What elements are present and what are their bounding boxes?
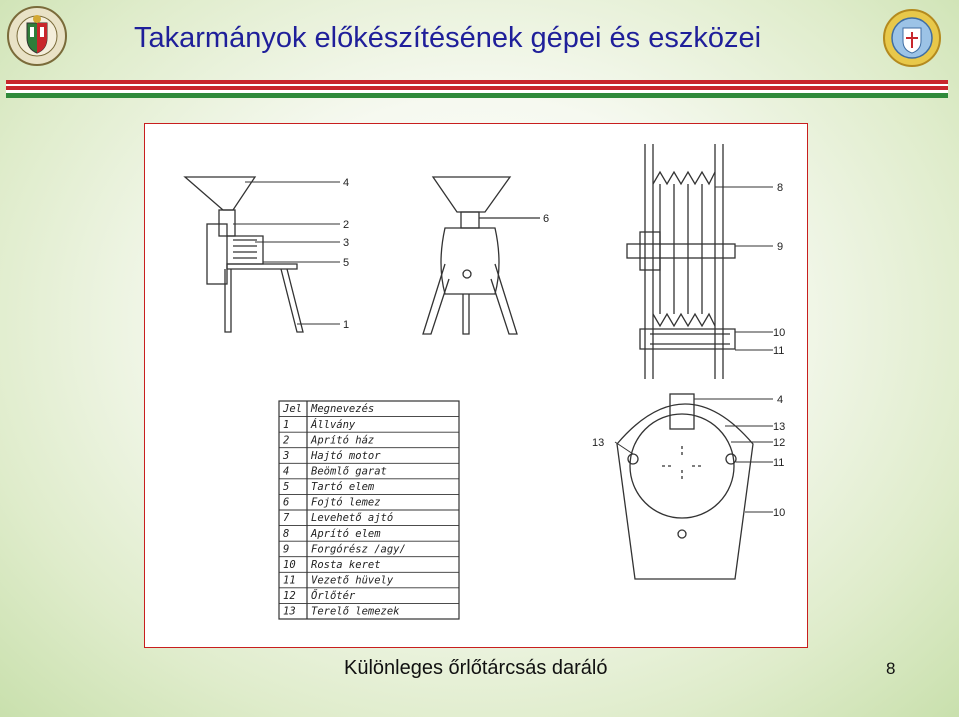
legend-row-code: 6 bbox=[283, 496, 290, 509]
legend-row-name: Állvány bbox=[311, 418, 356, 431]
legend-row-code: 2 bbox=[283, 434, 290, 447]
university-crest-logo bbox=[6, 5, 68, 67]
legend-row-name: Aprító elem bbox=[311, 527, 381, 540]
callout-label: 13 bbox=[773, 421, 786, 433]
callout-label: 4 bbox=[777, 394, 784, 406]
callout-label: 13 bbox=[592, 437, 605, 449]
legend-row-code: 7 bbox=[283, 512, 290, 525]
legend-header-name: Megnevezés bbox=[311, 403, 375, 416]
legend-row-name: Tartó elem bbox=[311, 481, 375, 494]
legend-row-name: Őrlőtér bbox=[311, 590, 356, 603]
faculty-seal-logo bbox=[882, 8, 942, 68]
legend-table bbox=[279, 401, 459, 619]
slide-caption: Különleges őrlőtárcsás daráló bbox=[344, 657, 608, 679]
callout-label: 8 bbox=[777, 182, 784, 194]
legend-row-name: Terelő lemezek bbox=[311, 605, 400, 618]
legend-row-code: 1 bbox=[283, 418, 290, 431]
legend-row-code: 9 bbox=[283, 543, 290, 556]
legend-row-name: Forgórész /agy/ bbox=[311, 543, 406, 556]
callout-label: 10 bbox=[773, 327, 786, 339]
callout-label: 1 bbox=[343, 319, 350, 331]
legend-row-name: Hajtó motor bbox=[311, 449, 381, 462]
legend-row-name: Rosta keret bbox=[311, 558, 381, 571]
callout-label: 12 bbox=[773, 437, 786, 449]
callout-label: 3 bbox=[343, 237, 350, 249]
header-stripes bbox=[6, 80, 948, 98]
callout-label: 2 bbox=[343, 219, 350, 231]
legend-row-code: 3 bbox=[283, 449, 290, 462]
legend-row-name: Aprító ház bbox=[311, 434, 375, 447]
legend-row-code: 13 bbox=[283, 605, 296, 618]
legend-row-name: Fojtó lemez bbox=[311, 496, 381, 509]
figure-frame bbox=[144, 123, 808, 648]
callout-label: 10 bbox=[773, 507, 786, 519]
legend-row-name: Levehető ajtó bbox=[311, 512, 394, 525]
callout-label: 11 bbox=[773, 345, 785, 357]
legend-row-code: 10 bbox=[283, 558, 296, 571]
legend-row-code: 11 bbox=[283, 574, 296, 587]
machine-drawing bbox=[145, 124, 807, 647]
callout-label: 4 bbox=[343, 177, 350, 189]
legend-row-code: 5 bbox=[283, 481, 290, 494]
callout-label: 5 bbox=[343, 257, 350, 269]
legend-row-name: Vezető hüvely bbox=[311, 574, 394, 587]
callout-label: 11 bbox=[773, 457, 785, 469]
page-number: 8 bbox=[886, 659, 896, 678]
callout-label: 6 bbox=[543, 213, 550, 225]
page-title: Takarmányok előkészítésének gépei és eszközei bbox=[134, 22, 762, 54]
callout-label: 9 bbox=[777, 241, 784, 253]
legend-row-code: 12 bbox=[283, 590, 296, 603]
legend-row-code: 4 bbox=[283, 465, 290, 478]
legend-row-code: 8 bbox=[283, 527, 290, 540]
legend-header-code: Jel bbox=[283, 403, 302, 416]
legend-row-name: Beömlő garat bbox=[311, 465, 387, 478]
